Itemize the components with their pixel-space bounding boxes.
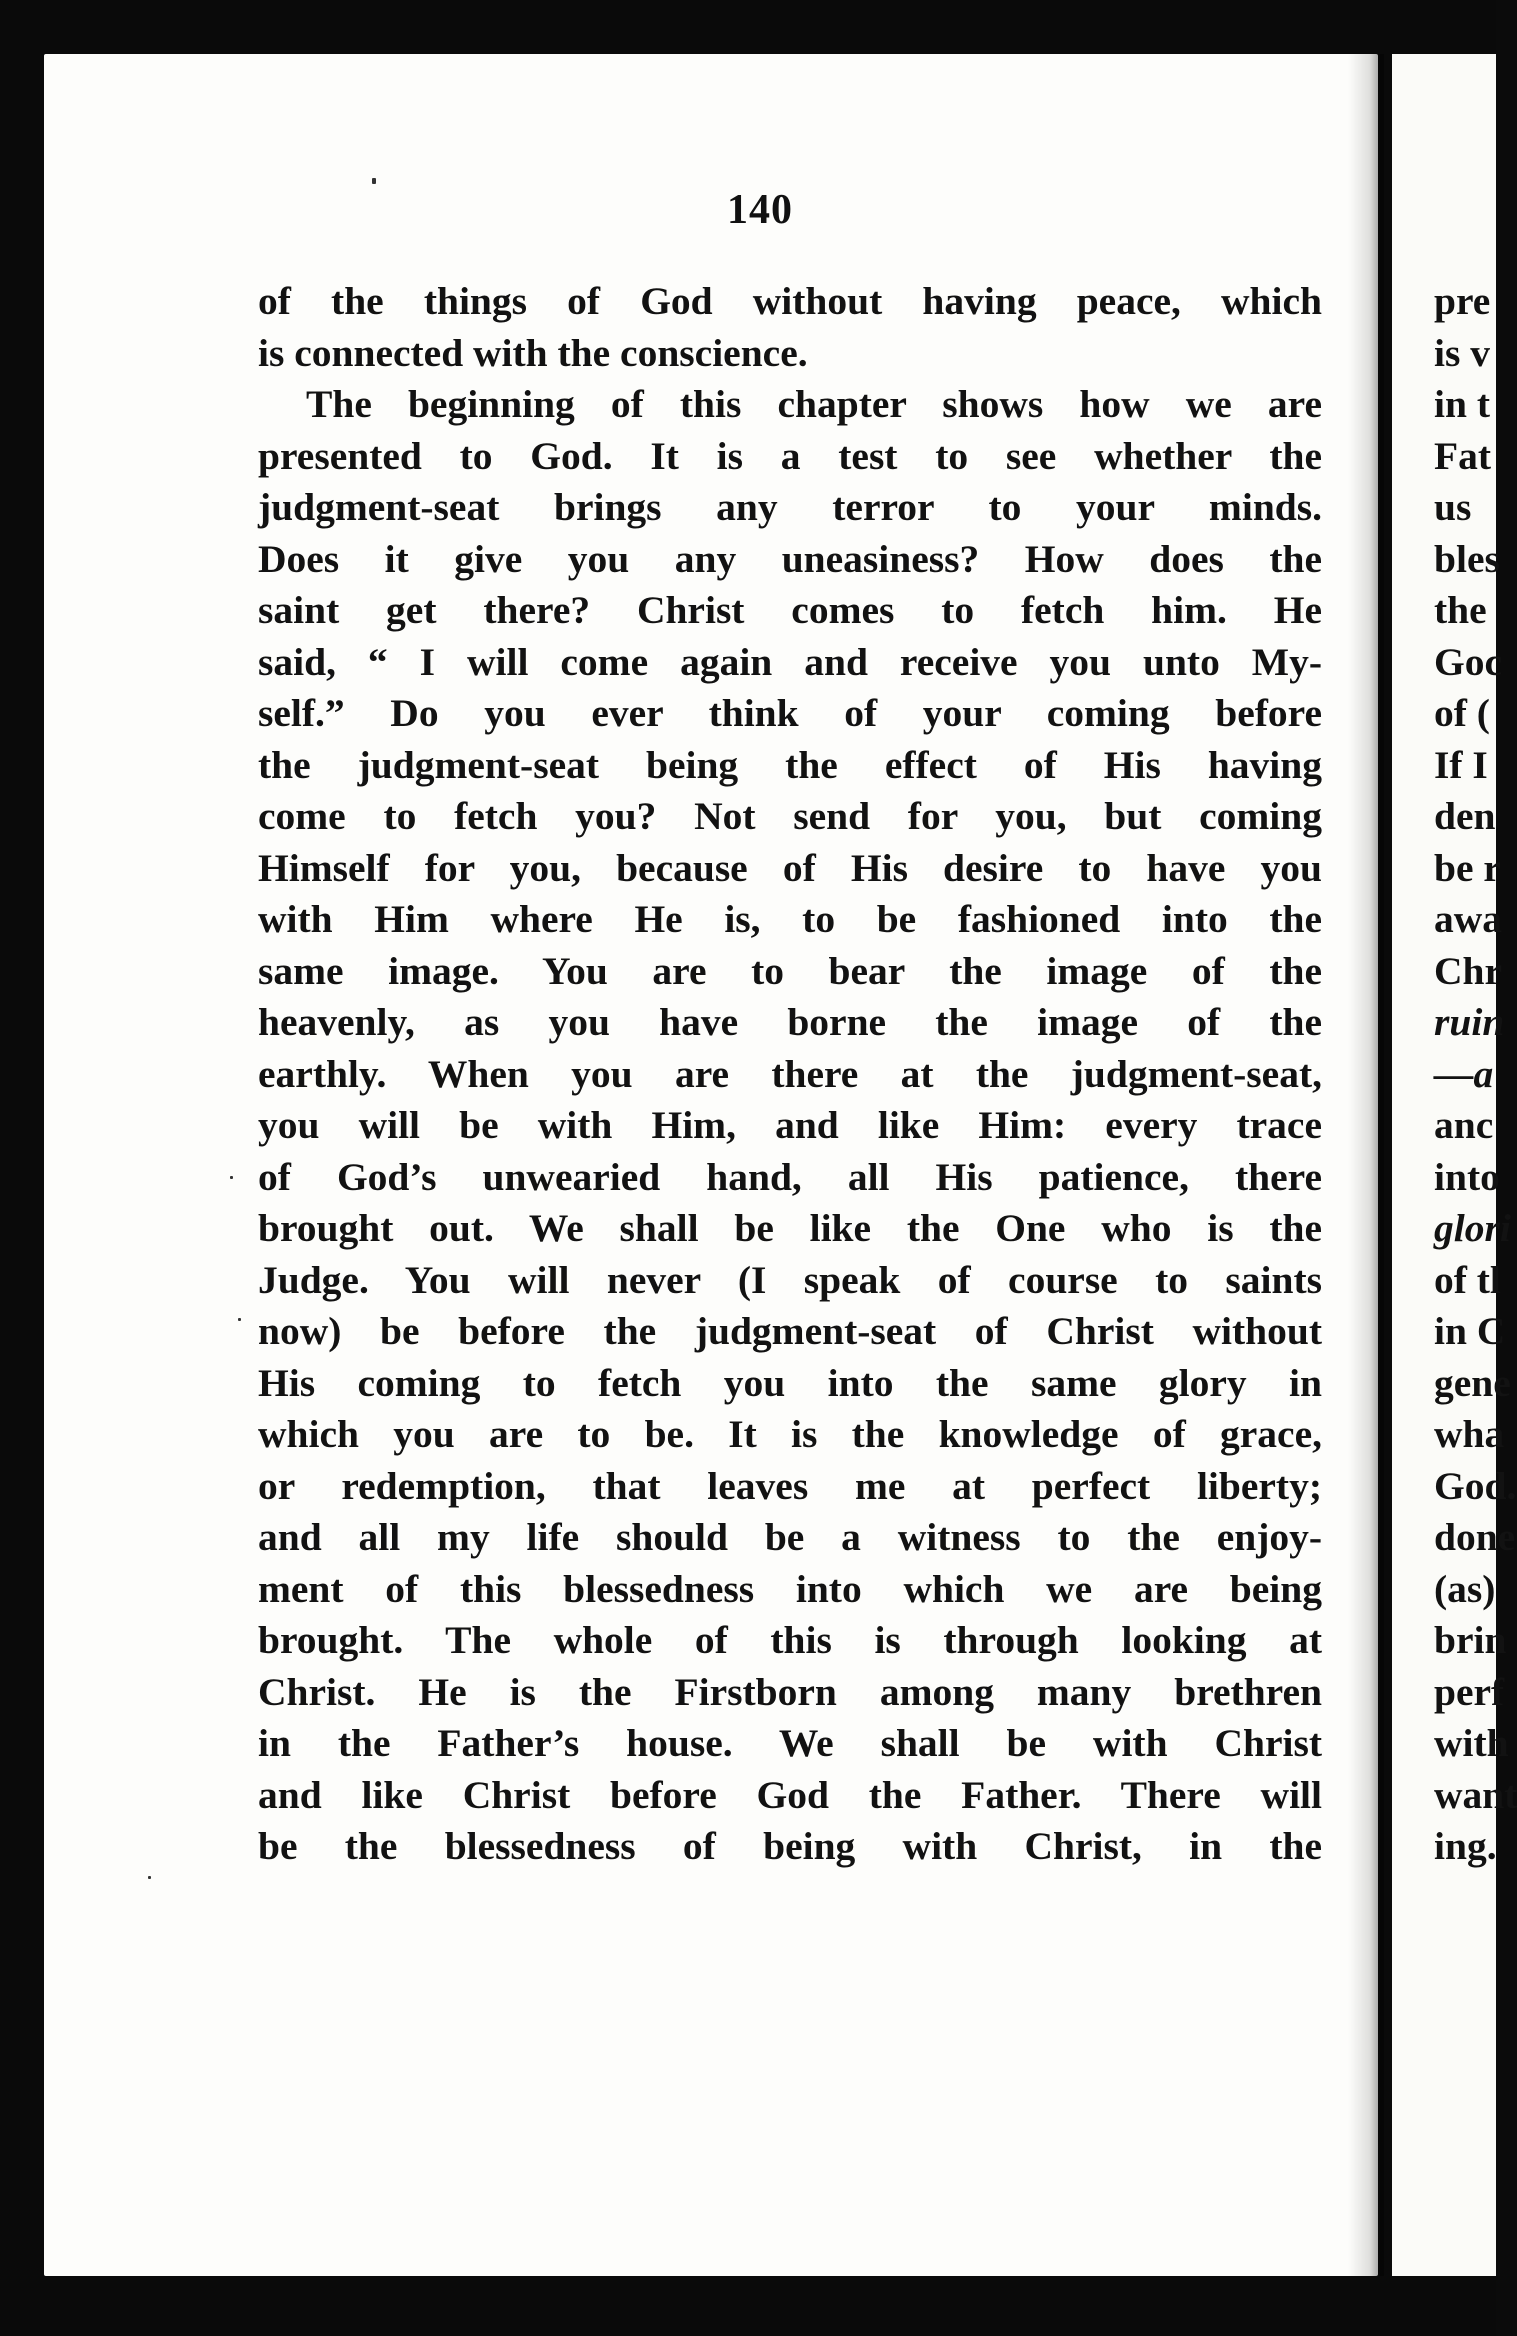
facing-text-line: den <box>1434 794 1496 838</box>
text-line: the judgment-seat being the effect of His having <box>258 742 1322 787</box>
facing-text-line: God. <box>1434 1463 1517 1508</box>
text-line: presented to God. It is a test to see whether the <box>258 433 1322 478</box>
facing-text-line: with <box>1434 1721 1509 1765</box>
facing-text-line: ruin <box>1434 1000 1505 1044</box>
facing-text-line: Fat <box>1434 433 1492 478</box>
facing-text-line: ing. <box>1434 1824 1497 1868</box>
text-line: and all my life should be a witness to the enjoy- <box>258 1515 1322 1559</box>
page-body-text <box>258 276 1322 1873</box>
text-line: be the blessedness of being with Christ, in the <box>258 1824 1322 1868</box>
text-line: with Him where He is, to be fashioned into the <box>258 897 1322 941</box>
text-line: in the Father’s house. We shall be with Christ <box>258 1721 1322 1765</box>
facing-text-line: done <box>1434 1515 1516 1559</box>
facing-text-line: —a <box>1434 1051 1494 1096</box>
facing-text-line: awa <box>1434 897 1503 941</box>
text-line: heavenly, as you have borne the image of the <box>258 1000 1322 1044</box>
text-line: you will be with Him, and like Him: every trace <box>258 1103 1322 1147</box>
facing-text-line: of ( <box>1434 691 1490 735</box>
facing-text-line: (as) <box>1434 1566 1496 1611</box>
text-line: which you are to be. It is the knowledge of grace, <box>258 1412 1322 1456</box>
facing-text-line: gene <box>1434 1360 1511 1405</box>
text-line: same image. You are to bear the image of the <box>258 948 1322 993</box>
facing-text-line: of tl <box>1434 1257 1501 1302</box>
text-line: now) be before the judgment-seat of Christ without <box>258 1309 1322 1353</box>
text-line: said, “ I will come again and receive you unto My- <box>258 639 1322 684</box>
text-line: and like Christ before God the Father. There will <box>258 1772 1322 1817</box>
facing-text-line: glori <box>1434 1206 1511 1250</box>
facing-text-line: brin <box>1434 1618 1507 1662</box>
facing-text-line: in t <box>1434 382 1490 426</box>
text-line: brought out. We shall be like the One who is the <box>258 1206 1322 1250</box>
facing-text-line: anc <box>1434 1103 1494 1147</box>
facing-text-line: is v <box>1434 330 1490 375</box>
scan-speck <box>148 1876 151 1879</box>
facing-text-line: the <box>1434 588 1487 632</box>
text-line: come to fetch you? Not send for you, but coming <box>258 794 1322 838</box>
scan-speck <box>238 1318 241 1321</box>
facing-page-text-fragment <box>1434 276 1517 1873</box>
text-line: of the things of God without having peace, which <box>258 279 1322 323</box>
scan-speck <box>372 178 376 184</box>
facing-text-line: us <box>1434 485 1472 529</box>
facing-text-line: be r <box>1434 845 1501 890</box>
text-line: self.” Do you ever think of your coming before <box>258 691 1322 735</box>
text-line: earthly. When you are there at the judgment-seat, <box>258 1051 1322 1096</box>
facing-text-line: bles <box>1434 536 1500 581</box>
text-line: Himself for you, because of His desire to have you <box>258 845 1322 890</box>
facing-text-line: wha <box>1434 1412 1505 1456</box>
text-line: or redemption, that leaves me at perfect liberty; <box>258 1463 1322 1508</box>
scan-speck <box>230 1176 233 1179</box>
facing-text-line: want <box>1434 1772 1517 1817</box>
text-line: The beginning of this chapter shows how we are <box>306 382 1322 426</box>
facing-text-line: perf <box>1434 1669 1505 1714</box>
facing-text-line: pre <box>1434 279 1491 323</box>
facing-text-line: Goc <box>1434 639 1503 684</box>
facing-text-line: into <box>1434 1154 1500 1199</box>
text-line: Does it give you any uneasiness? How does the <box>258 536 1322 581</box>
facing-text-line: If I <box>1434 742 1488 787</box>
text-line: is connected with the conscience. <box>258 330 808 375</box>
text-line: of God’s unwearied hand, all His patience, there <box>258 1154 1322 1199</box>
text-line: Judge. You will never (I speak of course to saints <box>258 1257 1322 1302</box>
facing-text-line: Chr <box>1434 948 1503 993</box>
gutter-shadow <box>1348 54 1384 2276</box>
text-line: ment of this blessedness into which we are being <box>258 1566 1322 1611</box>
facing-text-line: in C <box>1434 1309 1506 1353</box>
text-line: brought. The whole of this is through looking at <box>258 1618 1322 1662</box>
text-line: judgment-seat brings any terror to your minds. <box>258 485 1322 529</box>
text-line: saint get there? Christ comes to fetch him. He <box>258 588 1322 632</box>
text-line: His coming to fetch you into the same glory in <box>258 1360 1322 1405</box>
text-line: Christ. He is the Firstborn among many brethren <box>258 1669 1322 1714</box>
page-number: 140 <box>727 187 793 233</box>
